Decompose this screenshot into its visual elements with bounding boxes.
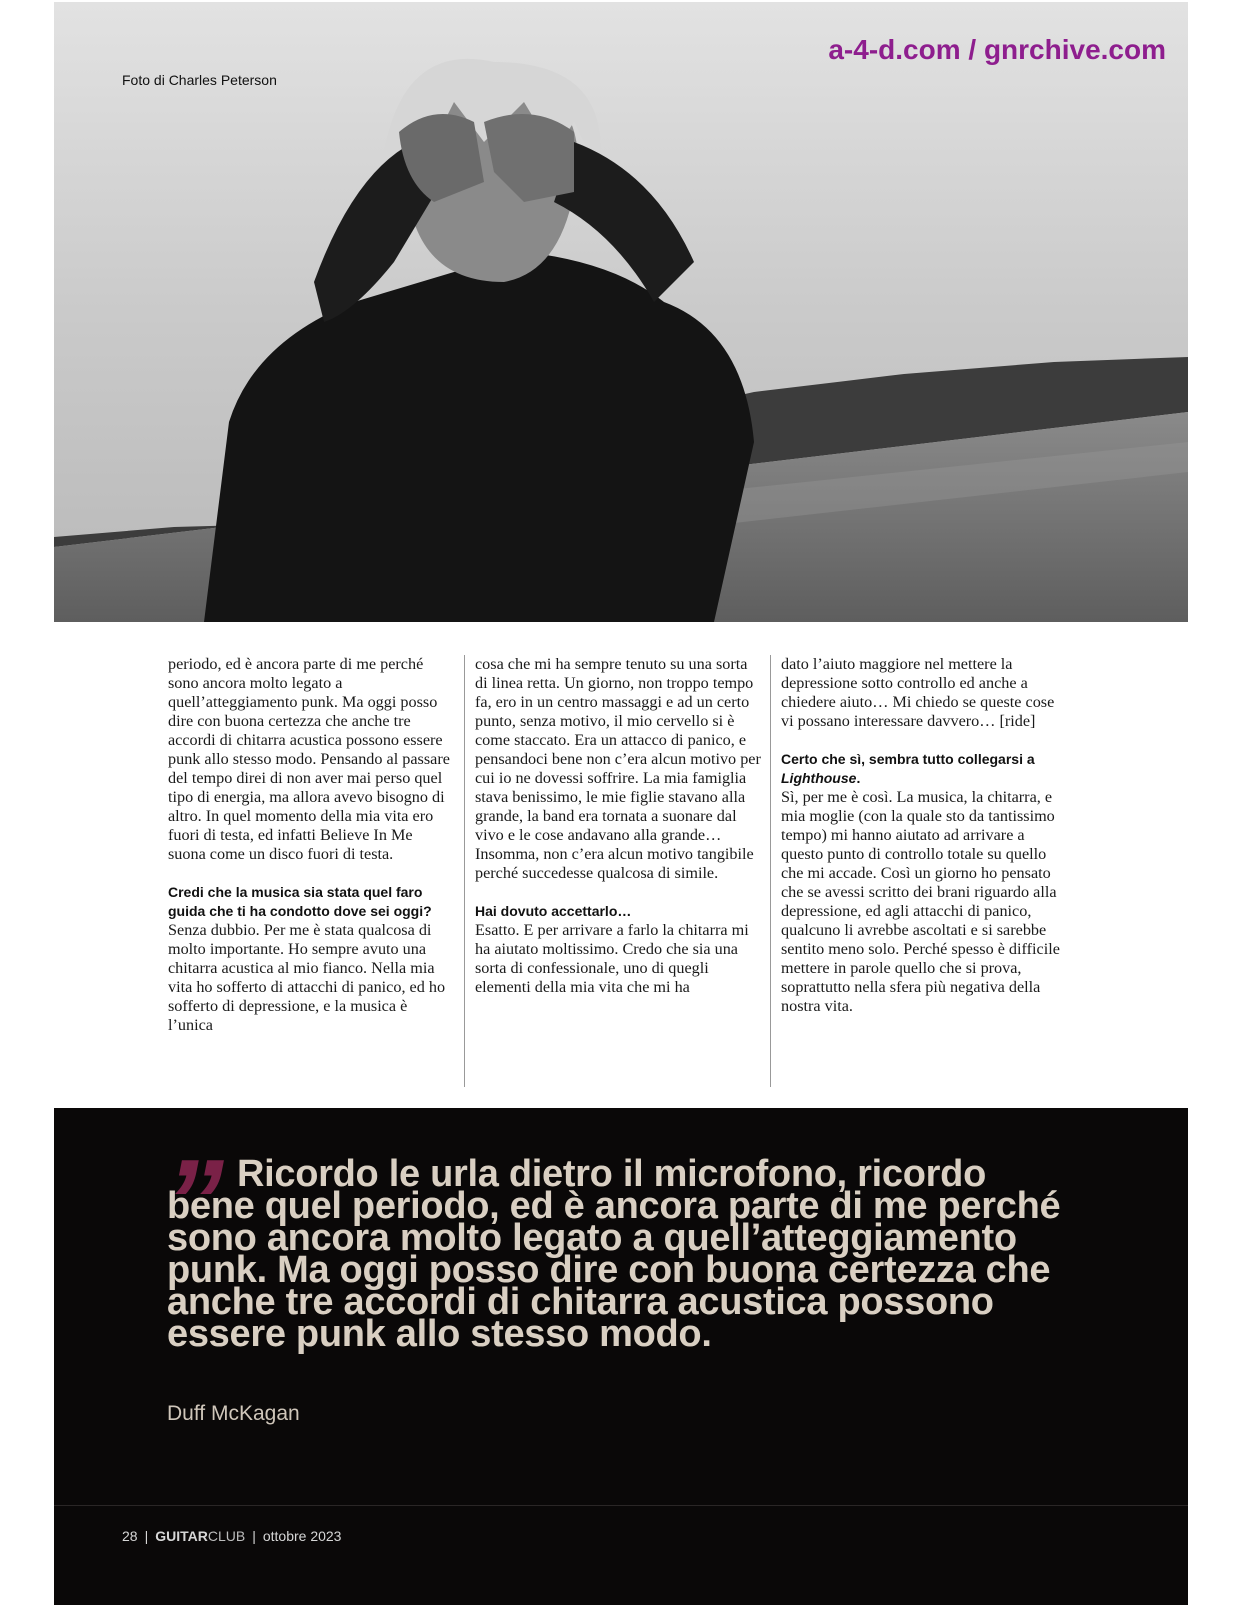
column-3-question [781, 750, 1068, 788]
column-3-question-end: . [856, 770, 861, 786]
column-3-paragraph-2: Sì, per me è così. La musica, la chitarra, e mia moglie (con la quale sto da tantissimo tempo) mi hanno aiutato ad arrivare a questo punto di controllo totale su quello che mi accade. Così un giorno ho pensato che se avessi scritto dei brani riguardo alla depressione, ed agli attacchi di panico, qualcuno li avrebbe ascoltati e si sarebbe sentito meno solo. Perché spesso è difficile mettere in parole quello che si prova, soprattutto nella sfera più negativa della nostra vita. [781, 788, 1060, 1015]
issue-date: ottobre 2023 [262, 1528, 342, 1544]
column-3-question-album: Lighthouse [781, 770, 857, 786]
magazine-name-light: CLUB [207, 1528, 246, 1544]
column-2 [464, 655, 770, 1087]
page-number: 28 [122, 1528, 138, 1544]
magazine-name-bold: GUITAR [155, 1528, 208, 1544]
footer-separator: | [144, 1528, 149, 1544]
column-1-paragraph-2: Senza dubbio. Per me è stata qualcosa di molto importante. Ho sempre avuto una chitarra acustica al mio fianco. Nella mia vita ho sofferto di attacchi di panico, ed ho sofferto di depressione, e la musica è l’unica [168, 921, 446, 1034]
footer-separator: | [252, 1528, 256, 1544]
pull-quote-text: Ricordo le urla dietro il microfono, ricordo bene quel periodo, ed è ancora parte di me perché sono ancora molto legato a quell’atteggiamento punk. Ma oggi posso dire con buona certezza che anche tre accordi di chitarra acustica possono essere punk allo stesso modo. [167, 1153, 1061, 1355]
watermark: a-4-d.com / gnrchive.com [828, 34, 1166, 65]
column-2-paragraph-2: Esatto. E per arrivare a farlo la chitarra mi ha aiutato moltissimo. Credo che sia una sorta di confessionale, uno di quegli elementi della mia vita che mi ha [475, 921, 749, 996]
column-3-paragraph-1: dato l’aiuto maggiore nel mettere la depressione sotto controllo ed anche a chiedere aiuto… Mi chiedo se queste cose vi possano interessare davvero… [ride] [781, 655, 1055, 730]
column-2-question: Hai dovuto accettarlo… [475, 903, 632, 919]
hero-photo [54, 2, 1188, 622]
article-columns [168, 655, 1068, 1087]
column-1-paragraph-1: periodo, ed è ancora parte di me perché sono ancora molto legato a quell’atteggiamento punk. Ma oggi posso dire con buona certezza che anche tre accordi di chitarra acustica possono essere punk allo stesso modo. Pensando al passare del tempo direi di non aver mai perso quel tipo di energia, ma allora avevo bisogno di altro. In quel momento della mia vita ero fuori di testa, ed infatti Believe In Me suona come un disco fuori di testa. [168, 655, 450, 863]
column-1 [168, 655, 464, 1087]
footer-divider [54, 1505, 1188, 1506]
photo-credit: Foto di Charles Peterson [122, 72, 277, 88]
quote-mark-icon: ” [164, 1135, 218, 1269]
page-footer [122, 1528, 341, 1544]
pull-quote-box [54, 1108, 1188, 1605]
column-2-paragraph-1: cosa che mi ha sempre tenuto su una sorta di linea retta. Un giorno, non troppo tempo fa, ero in un centro massaggi e ad un certo punto, senza motivo, il mio cervello si è come staccato. Era un attacco di panico, e pensandoci bene non c’era alcun motivo per cui io ne dovessi soffrire. La mia famiglia stava benissimo, le mie figlie stavano alla grande, la band era tornata a suonare dal vivo e le cose andavano alla grande… Insomma, non c’era alcun motivo tangibile perché succedesse qualcosa di simile. [475, 655, 761, 882]
column-3-question-text: Certo che sì, sembra tutto collegarsi a [781, 751, 1035, 767]
photo-illustration [54, 2, 1188, 622]
column-1-question: Credi che la musica sia stata quel faro guida che ti ha condotto dove sei oggi? [168, 884, 432, 919]
column-3 [770, 655, 1068, 1087]
quote-author: Duff McKagan [167, 1402, 300, 1425]
